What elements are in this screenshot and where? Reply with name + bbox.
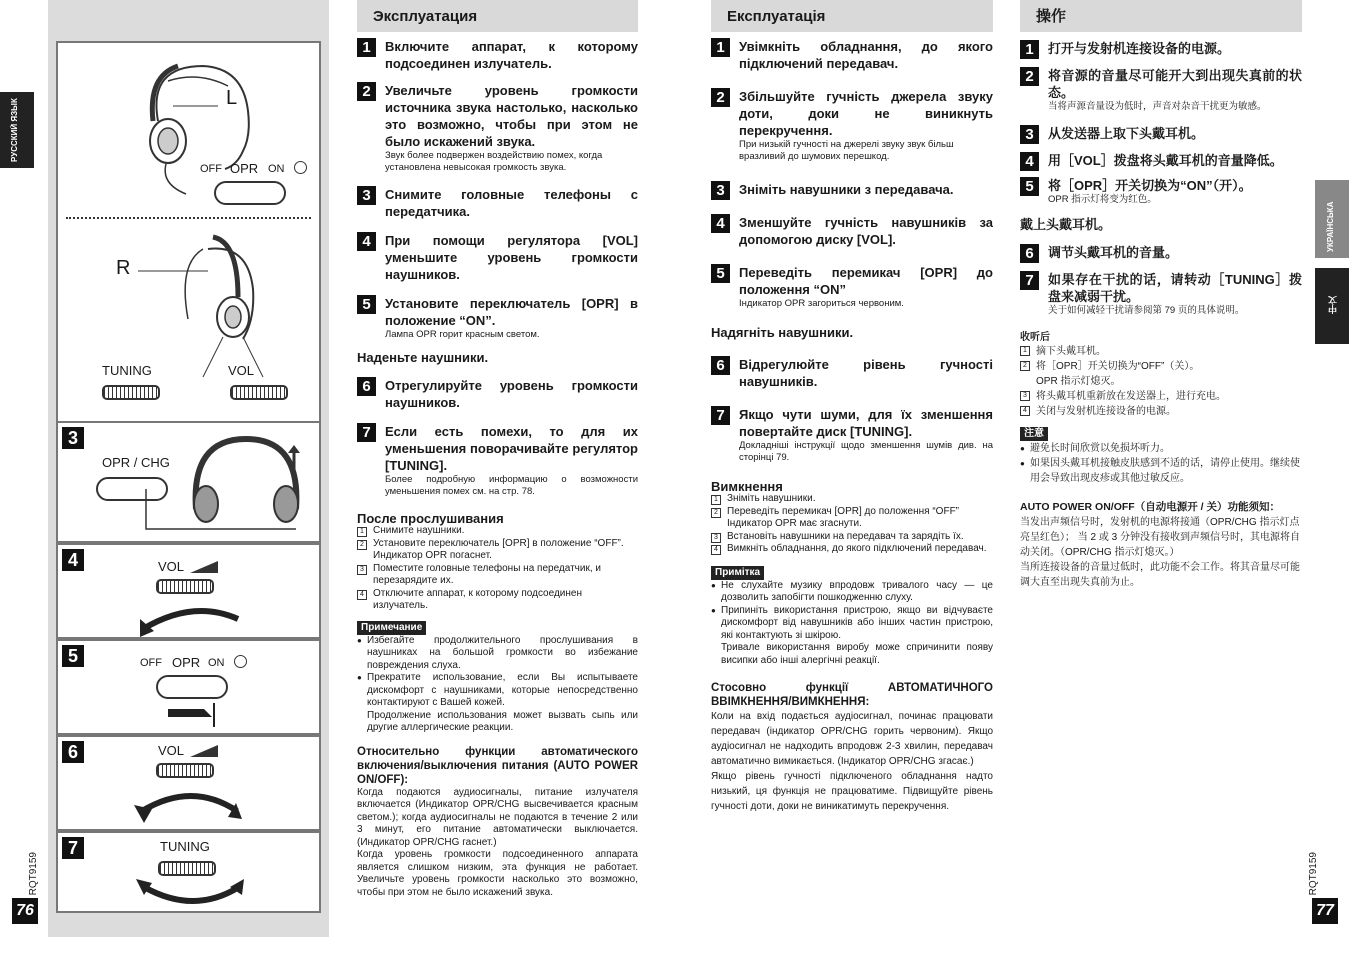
figure-step-7 <box>56 831 321 913</box>
vol-label: VOL <box>158 559 185 574</box>
figure-step-5 <box>56 639 321 735</box>
cn-after-list: 1 摘下头戴耳机。 2 将［OPR］开关切换为“OFF”（关）。 OPR 指示灯熄灭。 3 将头戴耳机重新放在发送器上，进行充电。 4 关闭与发射机连接设备的电源。 <box>1020 344 1302 419</box>
indicator-lamp <box>234 655 247 668</box>
rotate-arrow-icon <box>138 597 248 637</box>
ru-after-list: 1 Снимите наушники. 2 Установите переключатель [OPR] в положение “OFF”. Индикатор OPR погаснет. 3 Поместите головные телефоны на передатчик, и перезарядите их. 4 Отключите аппарат, к которому подсоединен излучатель. <box>357 525 638 613</box>
opr-switch[interactable] <box>156 675 228 699</box>
vol-wheel[interactable] <box>156 579 214 594</box>
ua-note-badge: Примітка <box>711 566 764 580</box>
rotate-arrow-icon <box>136 875 246 911</box>
ru-step: 2 Увеличьте уровень громкости источника звука настолько, насколько это возможно, чтобы при этом не было искажений звука. Звук более подвержен воздействию помех, когда установлена невысокая громкость звука. <box>357 82 638 174</box>
cn-auto-power-heading: AUTO POWER ON/OFF（自动电源开 / 关）功能须知： <box>1020 501 1280 513</box>
switch-on-label: ON <box>268 163 285 175</box>
cn-step: 4 用［VOL］拨盘将头戴耳机的音量降低。 <box>1020 152 1302 169</box>
switch-opr-label: OPR <box>172 655 201 670</box>
ru-step: 5 Установите переключатель [OPR] в положение “ON”. Лампа OPR горит красным светом. <box>357 295 638 341</box>
ru-step: 3 Снимите головные телефоны с передатчика. <box>357 186 638 220</box>
vol-wheel[interactable] <box>230 385 288 400</box>
figure-step-number: 5 <box>62 645 84 667</box>
ua-notes: ● Не слухайте музику впродовж тривалого часу — це дозволить запобігти пошкодженню слуху. ● Припиніть використання пристрою, якщо ви відчуваєте дискомфорт від навушників або інших частин пристрою, які контактують зі шкірою. Тривале використання виробу може спричинити появу висипки або інші алергічні реакції. <box>711 580 993 668</box>
section-header-cn: 操作 <box>1020 0 1302 32</box>
doc-code-right: RQT9159 <box>1308 852 1319 896</box>
cn-step: 7 如果存在干扰的话，请转动［TUNING］拨盘来减弱干扰。 关于如何减轻干扰请参阅第 79 页的具体说明。 <box>1020 271 1302 317</box>
ua-after-heading: Вимкнення <box>711 478 783 494</box>
cn-after-heading: 收听后 <box>1020 331 1050 343</box>
ru-step: 6 Отрегулируйте уровень громкости наушников. <box>357 377 638 411</box>
cn-step: 5 将［OPR］开关切换为“ON”（开）。 OPR 指示灯将变为红色。 <box>1020 177 1302 206</box>
figure-wearing <box>56 41 321 423</box>
label-right: R <box>116 257 131 279</box>
figure-step-4 <box>56 543 321 639</box>
ru-instructions <box>357 38 638 899</box>
right-side-tab-ua <box>1315 180 1349 258</box>
rotate-arrow-icon <box>134 781 244 825</box>
headphones-on-charger-icon <box>136 429 306 539</box>
vol-label: VOL <box>158 743 185 758</box>
volume-triangle-icon <box>190 561 218 573</box>
figure-step-6 <box>56 735 321 831</box>
dotted-divider <box>66 217 311 219</box>
page-number-right: 77 <box>1312 898 1338 924</box>
cn-auto-power-text: 当发出声频信号时，发射机的电源将接通（OPR/CHG 指示灯点亮呈红色）； 当 2 或 3 分钟没有接收到声频信号时，其电源将自动关闭。（OPR/CHG 指示灯熄灭。） 当所连接设备的音量过低时，此功能不会工作。将其音量尽可能调大直至出现失真前为止。 <box>1020 517 1301 588</box>
section-header-ru: Эксплуатация <box>357 0 638 32</box>
ua-auto-power-text: Коли на вхід подається аудіосигнал, починає працювати передавач (індикатор OPR/CHG горить червоним). Якщо аудіосигнал не надходить впродовж 2-3 хвилин, передавач автоматично вимикається. (Індикатор OPR/CHG згасає.) Якщо рівень гучності підключеного обладнання надто низький, ця функція не працюватиме. Підвищуйте рівень гучності доти, доки не виникатимуть перекручення. <box>711 711 993 812</box>
ua-after-list: 1 Зніміть навушники. 2 Переведіть перемикач [OPR] до положення “OFF” Індикатор OPR має згаснути. 3 Встановіть навушники на передавач та зарядіть їх. 4 Вимкніть обладнання, до якого підключений передавач. <box>711 493 993 556</box>
switch-opr-label: OPR <box>230 161 259 176</box>
ru-step: 7 Если есть помехи, то для их уменьшения поворачивайте регулятор [TUNING]. Более подробную информацию о возможности уменьшения помех см. на стр. 78. <box>357 423 638 498</box>
left-side-tab <box>0 92 34 168</box>
head-right-illustration <box>108 229 308 379</box>
ua-step: 1 Увімкніть обладнання, до якого підключений передавач. <box>711 38 993 72</box>
tuning-wheel[interactable] <box>102 385 160 400</box>
cn-note-badge: 注意 <box>1020 427 1048 441</box>
ru-step: 4 При помощи регулятора [VOL] уменьшите уровень громкости наушников. <box>357 232 638 283</box>
figure-step-number: 6 <box>62 741 84 763</box>
ua-step: 2 Збільшуйте гучність джерела звуку доти, доки не виникнуть перекручення. При низькій гучності на джерелі звуку звук більш вразливий до шумових перешкод. <box>711 88 993 163</box>
ru-auto-power-heading: Относительно функции автоматического включения/выключения питания (AUTO POWER ON/OFF): <box>357 745 638 786</box>
figure-step-3 <box>56 421 321 543</box>
vol-wheel[interactable] <box>156 763 214 778</box>
language-label-ru: РУССКИЙ ЯЗЫК <box>10 98 19 162</box>
doc-code-left: RQT9159 <box>28 852 39 896</box>
cn-step: 6 调节头戴耳机的音量。 <box>1020 244 1302 261</box>
ua-step: 3 Зніміть навушники з передавача. <box>711 181 993 198</box>
volume-triangle-icon <box>190 745 218 757</box>
figure-step-number: 4 <box>62 549 84 571</box>
tuning-label: TUNING <box>160 839 210 854</box>
ru-after-heading: После прослушивания <box>357 510 504 526</box>
right-side-tab-cn <box>1315 268 1349 344</box>
switch-on-label: ON <box>208 657 225 669</box>
switch-off-label: OFF <box>140 657 162 669</box>
head-left-illustration <box>88 51 308 201</box>
cn-step: 3 从发送器上取下头戴耳机。 <box>1020 125 1302 142</box>
tuning-label: TUNING <box>102 363 152 378</box>
slide-right-arrow-icon <box>168 703 218 727</box>
cn-step: 1 打开与发射机连接设备的电源。 <box>1020 40 1302 57</box>
figure-step-number: 3 <box>62 427 84 449</box>
language-label-cn: 中文 <box>1328 296 1338 314</box>
tuning-wheel[interactable] <box>158 861 216 876</box>
ua-wear-heading: Надягніть навушники. <box>711 325 854 340</box>
opr-chg-label: OPR / CHG <box>102 455 170 470</box>
page-number-left: 76 <box>12 898 38 924</box>
indicator-lamp <box>294 161 307 174</box>
language-label-ua: УКРАЇНСЬКА <box>1326 201 1335 252</box>
cn-wear-heading: 戴上头戴耳机。 <box>1020 217 1112 232</box>
ua-step: 4 Зменшуйте гучність навушників за допомогою диску [VOL]. <box>711 214 993 248</box>
ru-wear-heading: Наденьте наушники. <box>357 350 489 365</box>
vol-label: VOL <box>228 363 255 378</box>
switch-off-label: OFF <box>200 163 222 175</box>
cn-instructions <box>1020 40 1302 590</box>
ru-step: 1 Включите аппарат, к которому подсоединен излучатель. <box>357 38 638 72</box>
ru-notes: ● Избегайте продолжительного прослушивания в наушниках на большой громкости во избежание повреждения слуха. ● Прекратите использование, если Вы испытываете дискомфорт с наушниками, которые непосредственно контактируют с Вашей кожей. Продолжение использования может вызвать сыпь или другие аллергические реакции. <box>357 635 638 735</box>
ua-instructions <box>711 38 993 814</box>
ua-step: 6 Відрегулюйте рівень гучності навушників. <box>711 356 993 390</box>
cn-step: 2 将音源的音量尽可能开大到出现失真前的状态。 当将声源音量设为低时，声音对杂音干扰更为敏感。 <box>1020 67 1302 113</box>
ru-note-badge: Примечание <box>357 621 426 635</box>
ua-step: 5 Переведіть перемикач [OPR] до положення “ON” Індикатор OPR загориться червоним. <box>711 264 993 310</box>
ru-auto-power-text: Когда подаются аудиосигналы, питание излучателя включается (Индикатор OPR/CHG высвечивается красным светом.); когда аудиосигналы не подаются в течение 2 или 3 минут, его питание автоматически выключается. (Индикатор OPR/CHG гаснет.) Когда уровень громкости подсоединенного аппарата является слишком низким, эта функция не работает. Увеличьте уровень громкости насколько это возможно, чтобы при этом не было искажений звука. <box>357 786 638 898</box>
opr-switch[interactable] <box>214 181 286 205</box>
figure-step-number: 7 <box>62 837 84 859</box>
cn-notes: ● 避免长时间欣赏以免损坏听力。 ● 如果因头戴耳机接触皮肤感到不适的话，请停止使用。继续使用会导致出现皮疹或其他过敏反应。 <box>1020 441 1302 486</box>
section-header-ua: Експлуатація <box>711 0 993 32</box>
label-left: L <box>226 87 238 109</box>
ua-step: 7 Якщо чути шуми, для їх зменшення повертайте диск [TUNING]. Докладніші інструкції щодо зменшення шумів див. на сторінці 79. <box>711 406 993 464</box>
ua-auto-power-heading: Стосовно функції АВТОМАТИЧНОГО ВВІМКНЕННЯ/ВИМКНЕННЯ: <box>711 682 993 708</box>
